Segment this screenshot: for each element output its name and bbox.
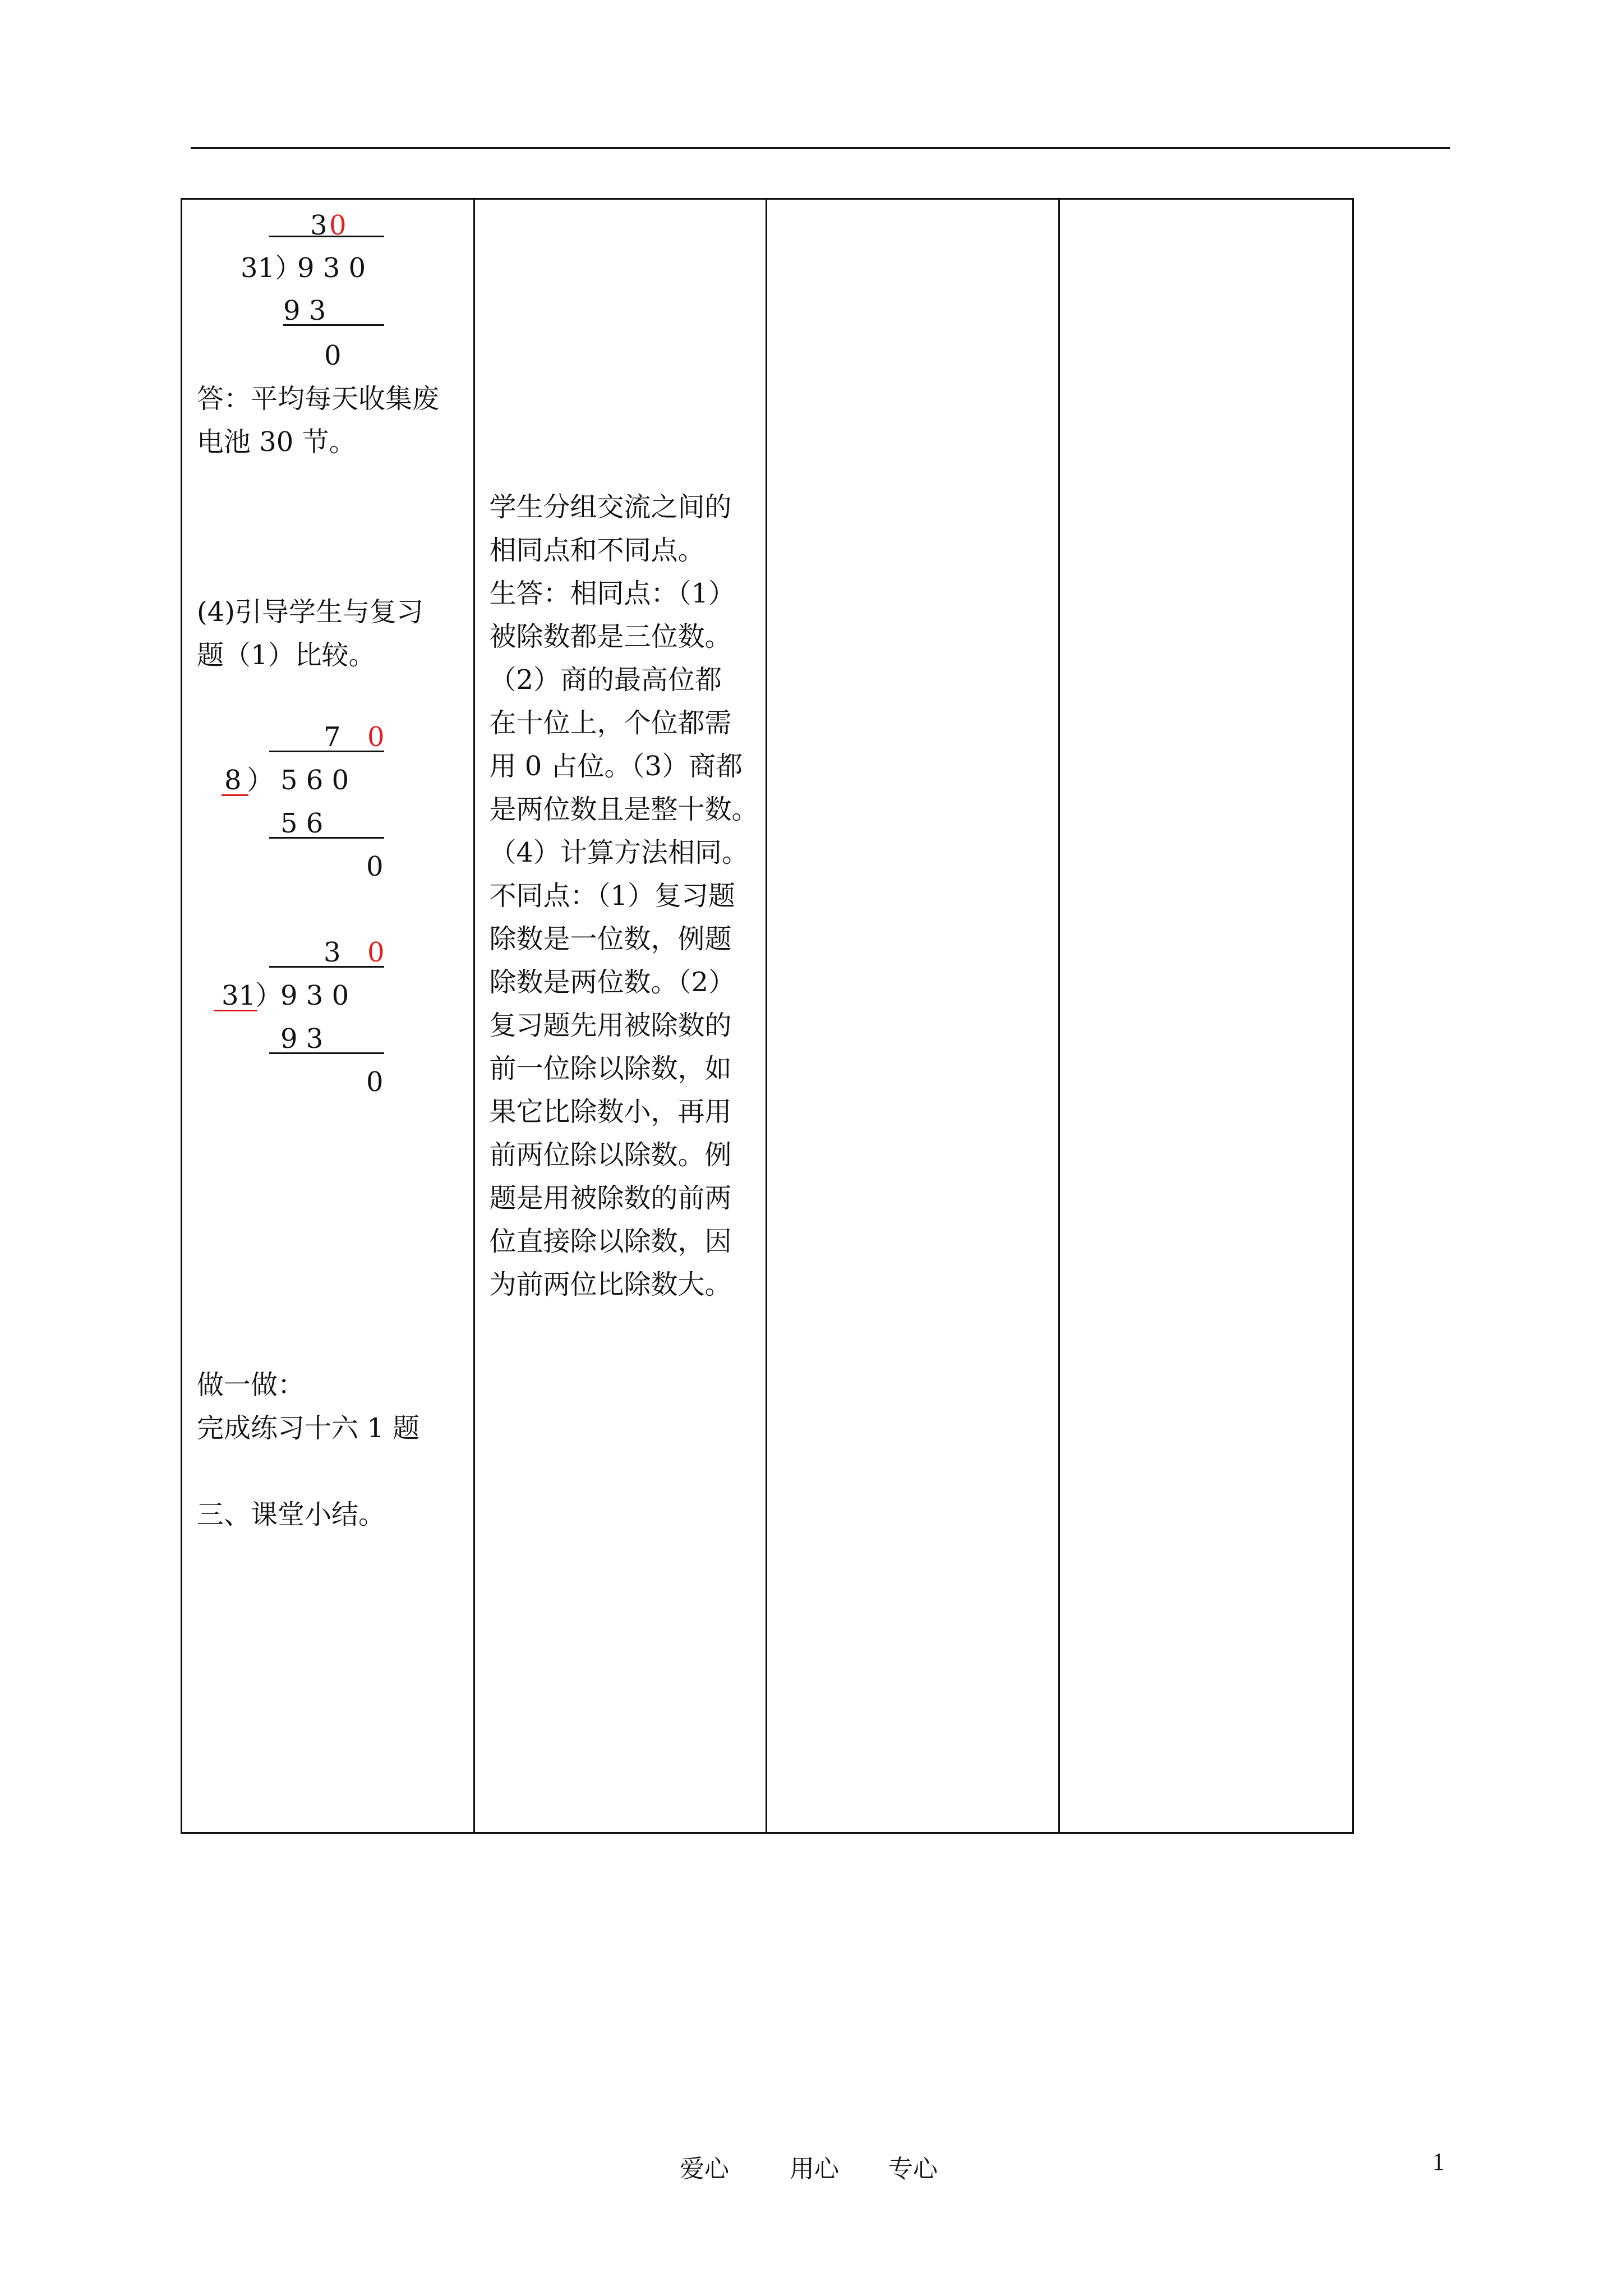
text-line: 果它比除数小，再用	[489, 1096, 732, 1128]
header-rule	[191, 147, 1450, 149]
dividend: 5 6 0	[280, 765, 349, 796]
subtraction-bar	[269, 1052, 384, 1054]
summary-heading: 三、课堂小结。	[197, 1499, 386, 1530]
partial-product: 9 3	[280, 1023, 324, 1055]
text-line: 除数是一位数，例题	[489, 923, 732, 955]
footer-word: 用心	[790, 2155, 839, 2183]
quotient-digit: 3	[310, 210, 328, 241]
divisor-underline	[222, 794, 248, 796]
subtraction-bar	[283, 324, 384, 326]
quotient-digit: 3	[324, 937, 341, 968]
quotient-digit-zero: 0	[329, 210, 347, 241]
text-line: 在十位上，个位都需	[489, 707, 732, 739]
dividend: 9 3 0	[280, 980, 349, 1011]
answer-text-cont: 电池 30 节。	[197, 426, 356, 458]
text-line: （2）商的最高位都	[489, 664, 722, 696]
text-line: 为前两位比除数大。	[489, 1269, 732, 1300]
remainder: 0	[324, 340, 342, 371]
empty-column-3	[767, 200, 1060, 1832]
division-bracket: ）	[247, 765, 274, 796]
page-number: 1	[1432, 2148, 1445, 2175]
text-line: 学生分组交流之间的	[489, 491, 732, 523]
text-line: 除数是两位数。（2）	[489, 967, 736, 998]
text-line: 前一位除以除数，如	[489, 1053, 732, 1084]
text-line: 位直接除以除数，因	[489, 1226, 732, 1257]
text-line: 被除数都是三位数。	[489, 621, 732, 652]
student-activity-column	[475, 200, 768, 1832]
divisor: 31	[222, 980, 256, 1011]
step4-text: (4)引导学生与复习	[197, 596, 423, 628]
divisor: 31）	[241, 252, 302, 284]
text-line: 题是用被除数的前两	[489, 1182, 732, 1214]
text-line: 复习题先用被除数的	[489, 1010, 732, 1041]
teacher-activity-column	[182, 200, 475, 1832]
practice-label: 做一做：	[197, 1369, 305, 1401]
step4-text-cont: 题（1）比较。	[197, 639, 376, 671]
text-line: 生答：相同点：（1）	[489, 578, 736, 609]
answer-text: 答：平均每天收集废	[197, 383, 440, 415]
quotient-digit-zero: 0	[367, 721, 385, 753]
division-bar	[269, 236, 384, 237]
subtraction-bar	[269, 837, 384, 839]
division-bar	[269, 751, 384, 752]
lesson-table	[181, 198, 1354, 1834]
text-line: 用 0 占位。（3）商都	[489, 751, 743, 782]
text-line: （4）计算方法相同。	[489, 837, 749, 868]
divisor-underline	[214, 1010, 257, 1011]
partial-product: 9 3	[283, 295, 326, 326]
text-line: 不同点：（1）复习题	[489, 880, 736, 912]
division-bar	[269, 966, 384, 968]
footer-motto	[680, 2148, 938, 2184]
quotient-digit: 7	[324, 721, 341, 753]
text-line: 相同点和不同点。	[489, 535, 705, 566]
empty-column-4	[1060, 200, 1353, 1832]
remainder: 0	[366, 851, 384, 882]
partial-product: 5 6	[280, 808, 324, 839]
dividend: 9 3 0	[297, 252, 366, 284]
text-line: 前两位除以除数。例	[489, 1139, 732, 1171]
practice-text: 完成练习十六 1 题	[197, 1412, 420, 1444]
quotient-digit-zero: 0	[367, 937, 385, 968]
divisor: 8	[224, 765, 242, 796]
footer-word: 专心	[888, 2155, 938, 2183]
division-bracket: ）	[255, 980, 283, 1011]
text-line: 是两位数且是整十数。	[489, 794, 759, 825]
footer-word: 爱心	[680, 2155, 729, 2183]
student-discussion-text	[490, 486, 770, 1306]
remainder: 0	[366, 1066, 384, 1098]
